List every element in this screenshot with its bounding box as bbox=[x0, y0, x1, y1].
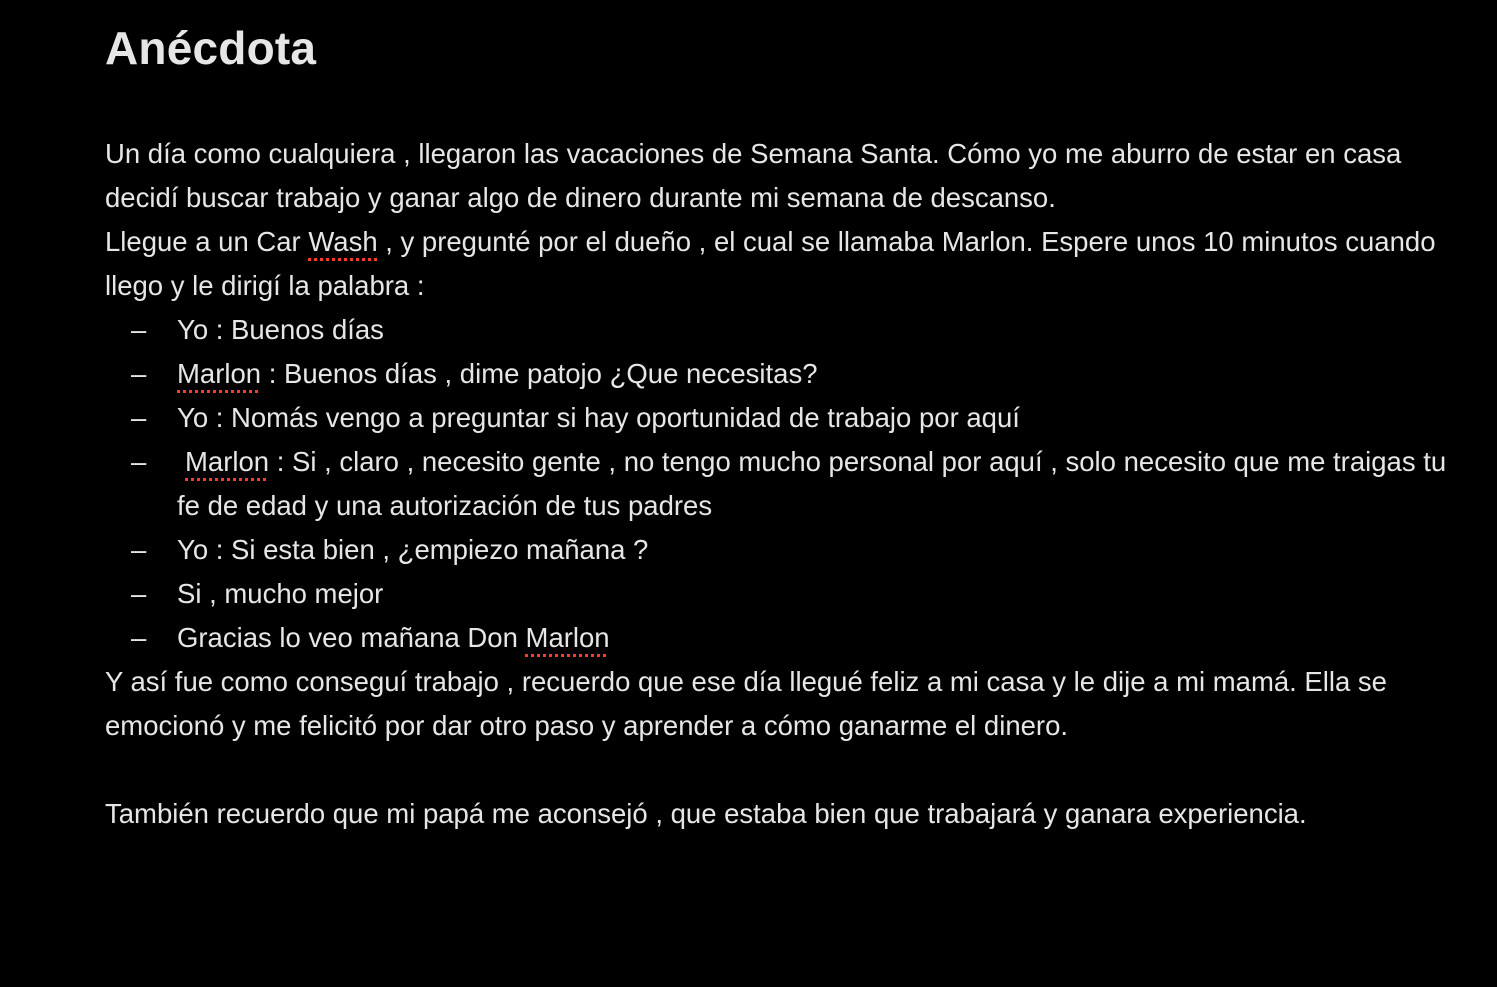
dash-bullet: – bbox=[131, 446, 147, 477]
text-run: Llegue a un Car bbox=[105, 226, 309, 257]
dash-bullet: – bbox=[131, 534, 147, 565]
dash-bullet: – bbox=[131, 402, 147, 433]
dialog-text: Yo : Buenos días bbox=[177, 314, 384, 345]
dash-bullet: – bbox=[131, 622, 147, 653]
dialog-text: : Buenos días , dime patojo ¿Que necesitas? bbox=[261, 358, 818, 389]
dash-bullet: – bbox=[131, 578, 147, 609]
dialog-item[interactable] bbox=[105, 528, 1465, 572]
spelling-flag-marlon[interactable]: Marlon bbox=[185, 446, 270, 477]
dialog-list bbox=[105, 308, 1465, 660]
dialog-text: Si , mucho mejor bbox=[177, 578, 384, 609]
dash-bullet: – bbox=[131, 314, 147, 345]
text-run: , y pregunté por el dueño , el cual se llamaba Marlon. Espere unos 10 minutos cuando llego y le dirigí la palabra : bbox=[105, 226, 1436, 301]
dialog-item[interactable] bbox=[105, 572, 1465, 616]
dialog-item[interactable] bbox=[105, 308, 1465, 352]
spelling-flag-marlon[interactable]: Marlon bbox=[525, 622, 610, 653]
dialog-item[interactable] bbox=[105, 616, 1465, 660]
spelling-flag-marlon[interactable]: Marlon bbox=[177, 358, 262, 389]
paragraph-intro[interactable]: Un día como cualquiera , llegaron las vacaciones de Semana Santa. Cómo yo me aburro de estar en casa decidí buscar trabajo y ganar algo de dinero durante mi semana de descanso. bbox=[105, 138, 1402, 213]
dialog-item[interactable] bbox=[105, 396, 1465, 440]
dialog-text: Yo : Si esta bien , ¿empiezo mañana ? bbox=[177, 534, 649, 565]
paragraph-car-wash[interactable] bbox=[105, 220, 1465, 308]
dialog-item[interactable] bbox=[105, 440, 1465, 528]
empty-line[interactable] bbox=[105, 748, 1465, 792]
dialog-text: : Si , claro , necesito gente , no tengo mucho personal por aquí , solo necesito que me traigas tu fe de edad y una autorización de tus padres bbox=[177, 446, 1447, 521]
paragraph-outcome[interactable]: Y así fue como conseguí trabajo , recuerdo que ese día llegué feliz a mi casa y le dije a mi mamá. Ella se emocionó y me felicitó por dar otro paso y aprender a cómo ganarme el dinero. bbox=[105, 666, 1387, 741]
dialog-text: Yo : Nomás vengo a preguntar si hay oportunidad de trabajo por aquí bbox=[177, 402, 1020, 433]
dialog-item[interactable] bbox=[105, 352, 1465, 396]
document-body[interactable] bbox=[105, 132, 1465, 836]
spelling-flag-wash[interactable]: Wash bbox=[308, 226, 378, 257]
document-title[interactable]: Anécdota bbox=[105, 22, 317, 74]
paragraph-father[interactable]: También recuerdo que mi papá me aconsejó , que estaba bien que trabajará y ganara experiencia. bbox=[105, 798, 1307, 829]
dialog-text: Gracias lo veo mañana Don bbox=[177, 622, 526, 653]
dash-bullet: – bbox=[131, 358, 147, 389]
